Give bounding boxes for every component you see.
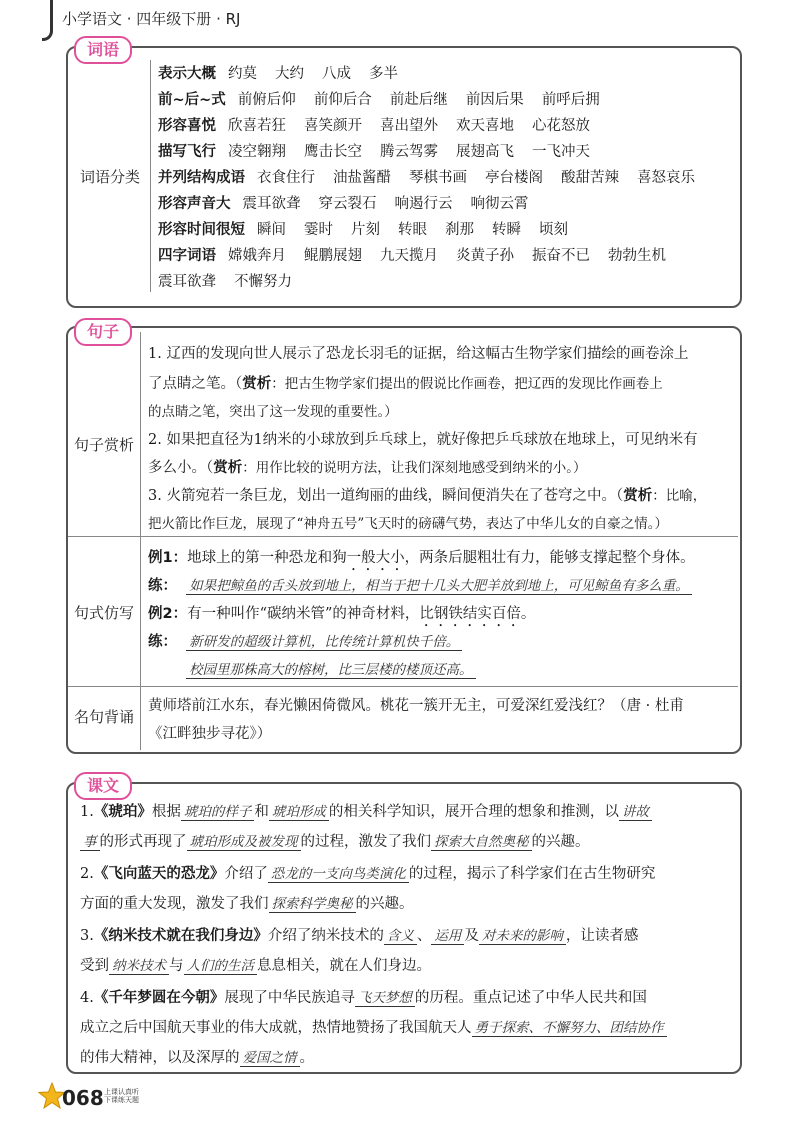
vocab-word: 震耳欲聋 [158, 274, 216, 290]
lesson-3-line-1: 3.《纳米技术就在我们身边》介绍了纳米技术的 含义 、 运用 及 对未来的影响 ，让读者感 [80, 928, 639, 944]
sentence-3-line-1: 3. 火箭宛若一条巨龙，划出一道绚丽的曲线，瞬间便消失在了苍穹之中。（赏析：比喻， [148, 488, 707, 504]
vocab-word: 欣喜若狂 [228, 118, 286, 134]
vocab-word: 腾云驾雾 [380, 144, 438, 160]
famous-label: 名句背诵 [74, 708, 135, 726]
imitation-label: 句式仿写 [74, 604, 135, 622]
vocab-category: 形容声音大 [158, 196, 231, 212]
practice-1: 练： 如果把鲸鱼的舌头放到地上，相当于把十几头大肥羊放到地上，可见鲸鱼有多么重。 [148, 574, 692, 595]
vocab-row [158, 114, 608, 135]
lesson-4-line-2: 成立之后中国航天事业的伟大成就，热情地赞扬了我国航天人 勇于探索、不懈努力、团结协作 [80, 1016, 667, 1037]
sentence-1-line-3: 的点睛之笔，突出了这一发现的重要性。） [148, 404, 398, 420]
sentence-tag: 句子 [74, 318, 132, 346]
famous-line-1: 黄师塔前江水东，春光懒困倚微风。桃花一簇开无主，可爱深红爱浅红？（唐 · 杜甫 [148, 698, 684, 714]
vocab-word: 刹那 [445, 222, 474, 238]
vocab-word: 酸甜苦辣 [561, 170, 619, 186]
lesson-2-line-2: 方面的重大发现，激发了我们 探索科学奥秘 的兴趣。 [80, 896, 414, 912]
vocab-word: 不懈努力 [234, 274, 292, 290]
page-spine-mark [42, 0, 53, 41]
vocab-word: 振奋不已 [532, 248, 590, 264]
vocab-word: 一飞冲天 [532, 144, 590, 160]
vocab-word: 大约 [275, 66, 304, 82]
page-header: 小学语文 · 四年级下册 · RJ [62, 10, 241, 28]
vocab-word: 霎时 [304, 222, 333, 238]
vocab-word: 震耳欲聋 [242, 196, 301, 212]
vocab-word: 八成 [322, 66, 351, 82]
vocab-word: 九天揽月 [380, 248, 438, 264]
page-number: 068 [62, 1086, 104, 1110]
vocab-word: 前俯后仰 [237, 92, 296, 108]
sentence-divider [140, 332, 141, 750]
vocab-word: 展翅高飞 [456, 144, 514, 160]
appreciation-label: 句子赏析 [74, 436, 135, 454]
vocab-word: 前仰后合 [313, 92, 372, 108]
example-1: 例1：地球上的第一种恐龙和狗一般大小，两条后腿粗壮有力，能够支撑起整个身体。 [148, 550, 695, 566]
analysis-word: 赏析 [623, 488, 653, 504]
lesson-3-line-2: 受到 纳米技术 与 人们的生活 息息相关，就在人们身边。 [80, 958, 431, 974]
vocab-word: 前因后果 [465, 92, 524, 108]
vocab-word: 前呼后拥 [541, 92, 600, 108]
vocab-category: 描写飞行 [158, 144, 216, 160]
vocab-word: 衣食住行 [257, 170, 315, 186]
vocab-row [158, 88, 618, 109]
vocab-category: 并列结构成语 [158, 170, 245, 186]
sentence-2-line-1: 2. 如果把直径为1纳米的小球放到乒乓球上，就好像把乒乓球放在地球上，可见纳米有 [148, 432, 698, 448]
lesson-1-line-1: 1.《琥珀》根据 琥珀的样子 和 琥珀形成 的相关科学知识，展开合理的想象和推测，以 讲故 [80, 800, 652, 821]
analysis-word: 赏析 [213, 460, 243, 476]
vocab-word: 喜笑颜开 [304, 118, 362, 134]
vocab-word: 凌空翱翔 [228, 144, 286, 160]
sentence-1-line-1: 1. 辽西的发现向世人展示了恐龙长羽毛的证据，给这幅古生物学家们描绘的画卷涂上 [148, 346, 689, 362]
example-2: 例2：有一种叫作“碳纳米管”的神奇材料，比钢铁结实百倍。 [148, 606, 536, 622]
practice-2a-answer: 新研发的超级计算机，比传统计算机快千倍。 [186, 634, 462, 651]
vocab-word: 炎黄子孙 [456, 248, 514, 264]
vocab-category: 四字词语 [158, 248, 216, 264]
sentence-1-line-2: 了点睛之笔。（赏析：把古生物学家们提出的假说比作画卷，把辽西的发现比作画卷上 [148, 376, 663, 392]
sentence-row-divider-1 [68, 536, 738, 537]
vocab-word: 瞬间 [257, 222, 286, 238]
vocab-row [158, 192, 547, 213]
vocab-word: 转眼 [398, 222, 427, 238]
vocab-word: 响遏行云 [394, 196, 453, 212]
vocab-tag: 词语 [74, 36, 132, 64]
vocab-row [158, 62, 416, 83]
vocab-category: 形容时间很短 [158, 222, 245, 238]
vocab-word: 鹰击长空 [304, 144, 362, 160]
vocab-word: 喜怒哀乐 [637, 170, 695, 186]
vocab-word: 转瞬 [492, 222, 521, 238]
vocab-word: 亭台楼阁 [485, 170, 543, 186]
vocab-row [158, 166, 713, 187]
vocab-word: 心花怒放 [532, 118, 590, 134]
vocab-word: 片刻 [351, 222, 380, 238]
analysis-word: 赏析 [242, 376, 272, 392]
vocab-word: 勃勃生机 [608, 248, 666, 264]
vocab-word: 油盐酱醋 [333, 170, 391, 186]
practice-1-answer: 如果把鲸鱼的舌头放到地上，相当于把十几头大肥羊放到地上，可见鲸鱼有多么重。 [186, 578, 692, 595]
vocab-divider [150, 60, 151, 292]
lesson-4-line-1: 4.《千年梦圆在今朝》展现了中华民族追寻 飞天梦想 的历程。重点记述了中华人民共和国 [80, 990, 647, 1006]
lessons-tag: 课文 [74, 772, 132, 800]
vocab-row [158, 270, 310, 291]
famous-line-2: 《江畔独步寻花》） [148, 726, 272, 742]
lesson-4-line-3: 的伟大精神，以及深厚的 爱国之情 。 [80, 1050, 314, 1066]
vocab-category: 前~后~式 [158, 92, 226, 108]
vocab-word: 前赴后继 [389, 92, 448, 108]
lesson-2-line-1: 2.《飞向蓝天的恐龙》介绍了 恐龙的一支向鸟类演化 的过程，揭示了科学家们在古生物研究 [80, 866, 656, 882]
vocab-word: 顷刻 [539, 222, 568, 238]
vocab-row [158, 218, 586, 239]
practice-2: 练： 新研发的超级计算机，比传统计算机快千倍。 [148, 630, 462, 651]
vocab-word: 鲲鹏展翅 [304, 248, 362, 264]
vocab-word: 约莫 [228, 66, 257, 82]
sentence-2-line-2: 多么小。（赏析：用作比较的说明方法，让我们深刻地感受到纳米的小。） [148, 460, 587, 476]
vocab-word: 嫦娥奔月 [228, 248, 286, 264]
vocab-row [158, 140, 608, 161]
footer-note: 上课认真听 下课练天题 [104, 1088, 139, 1104]
sentence-row-divider-2 [68, 686, 738, 687]
vocab-word: 穿云裂石 [318, 196, 377, 212]
vocab-word: 多半 [369, 66, 398, 82]
lesson-1-line-2: 事 的形式再现了 琥珀形成及被发现 的过程，激发了我们 探索大自然奥秘 的兴趣。 [80, 830, 590, 851]
sentence-3-line-2: 把火箭比作巨龙，展现了“神舟五号”飞天时的磅礴气势，表达了中华儿女的自豪之情。） [148, 516, 669, 532]
vocab-word: 喜出望外 [380, 118, 438, 134]
vocab-word: 欢天喜地 [456, 118, 514, 134]
vocab-side-label: 词语分类 [80, 168, 141, 186]
vocab-category: 形容喜悦 [158, 118, 216, 134]
practice-2b-answer: 校园里那株高大的榕树，比三层楼的楼顶还高。 [186, 662, 476, 679]
practice-2b [186, 658, 476, 678]
vocab-word: 琴棋书画 [409, 170, 467, 186]
vocab-category: 表示大概 [158, 66, 216, 82]
vocab-word: 响彻云霄 [470, 196, 529, 212]
vocab-row [158, 244, 684, 265]
